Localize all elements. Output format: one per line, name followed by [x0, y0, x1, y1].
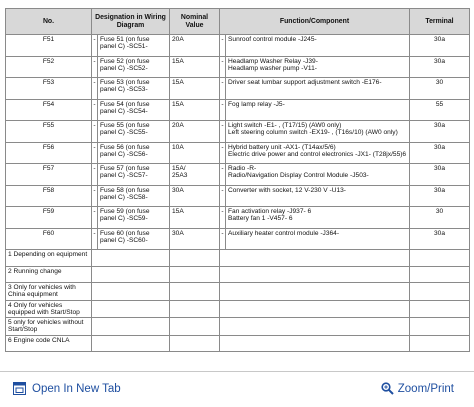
function-cell: Fan activation relay -J937- 6 Battery fan 1 -V457- 6 — [226, 207, 410, 229]
terminal-cell: 30a — [410, 142, 470, 164]
nominal-value-cell: 15A/ 25A3 — [170, 164, 220, 186]
fuse-number-cell: F53 — [6, 78, 92, 100]
function-dash-cell: - — [220, 78, 226, 100]
designation-dash-cell: - — [92, 35, 98, 57]
designation-cell: Fuse 59 (on fuse panel C) -SC59- — [98, 207, 170, 229]
footnote-row — [6, 318, 470, 336]
nominal-value-cell: 15A — [170, 99, 220, 121]
empty-cell — [170, 300, 220, 318]
nominal-value-cell: 30A — [170, 228, 220, 250]
nominal-value-cell: 10A — [170, 142, 220, 164]
designation-cell: Fuse 54 (on fuse panel C) -SC54- — [98, 99, 170, 121]
function-cell: Converter with socket, 12 V-230 V -U13- — [226, 185, 410, 207]
fuse-number-cell: F58 — [6, 185, 92, 207]
designation-dash-cell: - — [92, 164, 98, 186]
footnote-cell: 3 Only for vehicles with China equipment — [6, 283, 92, 301]
table-row — [6, 56, 470, 78]
terminal-cell: 30a — [410, 35, 470, 57]
empty-cell — [410, 318, 470, 336]
table-row — [6, 142, 470, 164]
empty-cell — [410, 335, 470, 352]
designation-dash-cell: - — [92, 78, 98, 100]
designation-dash-cell: - — [92, 99, 98, 121]
table-row — [6, 78, 470, 100]
empty-cell — [92, 283, 170, 301]
empty-cell — [170, 266, 220, 283]
table-row — [6, 35, 470, 57]
function-dash-cell: - — [220, 56, 226, 78]
empty-cell — [170, 250, 220, 267]
empty-cell — [410, 266, 470, 283]
empty-cell — [170, 283, 220, 301]
nominal-value-cell: 15A — [170, 56, 220, 78]
empty-cell — [220, 266, 410, 283]
fuse-number-cell: F56 — [6, 142, 92, 164]
function-dash-cell: - — [220, 35, 226, 57]
table-row — [6, 164, 470, 186]
table-row — [6, 121, 470, 143]
magnifier-icon — [381, 382, 394, 395]
designation-dash-cell: - — [92, 121, 98, 143]
function-dash-cell: - — [220, 207, 226, 229]
footnote-cell: 2 Running change — [6, 266, 92, 283]
designation-cell: Fuse 55 (on fuse panel C) -SC55- — [98, 121, 170, 143]
terminal-cell: 30 — [410, 78, 470, 100]
open-in-new-tab-link[interactable] — [13, 382, 121, 395]
footnote-cell: 1 Depending on equipment — [6, 250, 92, 267]
empty-cell — [410, 283, 470, 301]
empty-cell — [92, 266, 170, 283]
function-dash-cell: - — [220, 142, 226, 164]
fuse-number-cell: F57 — [6, 164, 92, 186]
function-cell: Headlamp Washer Relay -J39- Headlamp washer pump -V11- — [226, 56, 410, 78]
terminal-cell: 30 — [410, 207, 470, 229]
table-row — [6, 99, 470, 121]
empty-cell — [220, 318, 410, 336]
empty-cell — [92, 250, 170, 267]
designation-dash-cell: - — [92, 207, 98, 229]
function-cell: Auxiliary heater control module -J364- — [226, 228, 410, 250]
footnote-cell: 4 Only for vehicles equipped with Start/Stop — [6, 300, 92, 318]
function-cell: Hybrid battery unit -AX1- (T14ax/5/6) Electric drive power and control electronics -JX1- (T28jx/55)6 — [226, 142, 410, 164]
header-function: Function/Component — [220, 9, 410, 35]
fuse-number-cell: F55 — [6, 121, 92, 143]
empty-cell — [410, 250, 470, 267]
footnote-row — [6, 283, 470, 301]
table-row — [6, 228, 470, 250]
footnote-row — [6, 250, 470, 267]
fuse-table-container — [5, 8, 469, 371]
designation-dash-cell: - — [92, 142, 98, 164]
zoom-print-label: Zoom/Print — [397, 382, 454, 395]
table-row — [6, 207, 470, 229]
fuse-table — [5, 8, 470, 352]
empty-cell — [220, 335, 410, 352]
function-dash-cell: - — [220, 228, 226, 250]
terminal-cell: 30a — [410, 185, 470, 207]
footnote-row — [6, 266, 470, 283]
empty-cell — [220, 283, 410, 301]
empty-cell — [220, 250, 410, 267]
empty-cell — [92, 335, 170, 352]
empty-cell — [92, 318, 170, 336]
function-cell: Sunroof control module -J245- — [226, 35, 410, 57]
designation-dash-cell: - — [92, 185, 98, 207]
fuse-number-cell: F52 — [6, 56, 92, 78]
fuse-number-cell: F51 — [6, 35, 92, 57]
footer-bar — [0, 371, 474, 407]
nominal-value-cell: 20A — [170, 121, 220, 143]
function-dash-cell: - — [220, 99, 226, 121]
fuse-number-cell: F54 — [6, 99, 92, 121]
nominal-value-cell: 20A — [170, 35, 220, 57]
designation-dash-cell: - — [92, 228, 98, 250]
designation-cell: Fuse 58 (on fuse panel C) -SC58- — [98, 185, 170, 207]
designation-cell: Fuse 56 (on fuse panel C) -SC56- — [98, 142, 170, 164]
designation-cell: Fuse 57 (on fuse panel C) -SC57- — [98, 164, 170, 186]
terminal-cell: 30a — [410, 121, 470, 143]
function-dash-cell: - — [220, 121, 226, 143]
header-no: No. — [6, 9, 92, 35]
footnote-row — [6, 300, 470, 318]
fuse-number-cell: F60 — [6, 228, 92, 250]
function-dash-cell: - — [220, 164, 226, 186]
open-in-new-tab-icon — [13, 382, 26, 395]
terminal-cell: 30a — [410, 56, 470, 78]
empty-cell — [170, 335, 220, 352]
designation-cell: Fuse 52 (on fuse panel C) -SC52- — [98, 56, 170, 78]
designation-cell: Fuse 60 (on fuse panel C) -SC60- — [98, 228, 170, 250]
footnote-row — [6, 335, 470, 352]
table-row — [6, 185, 470, 207]
terminal-cell: 30a — [410, 228, 470, 250]
nominal-value-cell: 30A — [170, 185, 220, 207]
function-cell: Driver seat lumbar support adjustment switch -E176- — [226, 78, 410, 100]
footnote-cell: 6 Engine code CNLA — [6, 335, 92, 352]
terminal-cell: 30a — [410, 164, 470, 186]
header-terminal: Terminal — [410, 9, 470, 35]
function-cell: Radio -R- Radio/Navigation Display Control Module -J503- — [226, 164, 410, 186]
open-in-new-tab-label: Open In New Tab — [32, 382, 121, 395]
empty-cell — [220, 300, 410, 318]
terminal-cell: 55 — [410, 99, 470, 121]
header-nominal: Nominal Value — [170, 9, 220, 35]
header-designation: Designation in Wiring Diagram — [92, 9, 170, 35]
nominal-value-cell: 15A — [170, 78, 220, 100]
empty-cell — [170, 318, 220, 336]
nominal-value-cell: 15A — [170, 207, 220, 229]
table-header-row — [6, 9, 470, 35]
fuse-number-cell: F59 — [6, 207, 92, 229]
function-cell: Light switch -E1- , (T17/15) (AW0 only) Left steering column switch -EX19- , (T16s/10) (AW0 only) — [226, 121, 410, 143]
footnote-cell: 5 only for vehicles without Start/Stop — [6, 318, 92, 336]
empty-cell — [410, 300, 470, 318]
empty-cell — [92, 300, 170, 318]
zoom-print-link[interactable] — [381, 382, 454, 395]
designation-dash-cell: - — [92, 56, 98, 78]
designation-cell: Fuse 53 (on fuse panel C) -SC53- — [98, 78, 170, 100]
designation-cell: Fuse 51 (on fuse panel C) -SC51- — [98, 35, 170, 57]
function-dash-cell: - — [220, 185, 226, 207]
function-cell: Fog lamp relay -J5- — [226, 99, 410, 121]
